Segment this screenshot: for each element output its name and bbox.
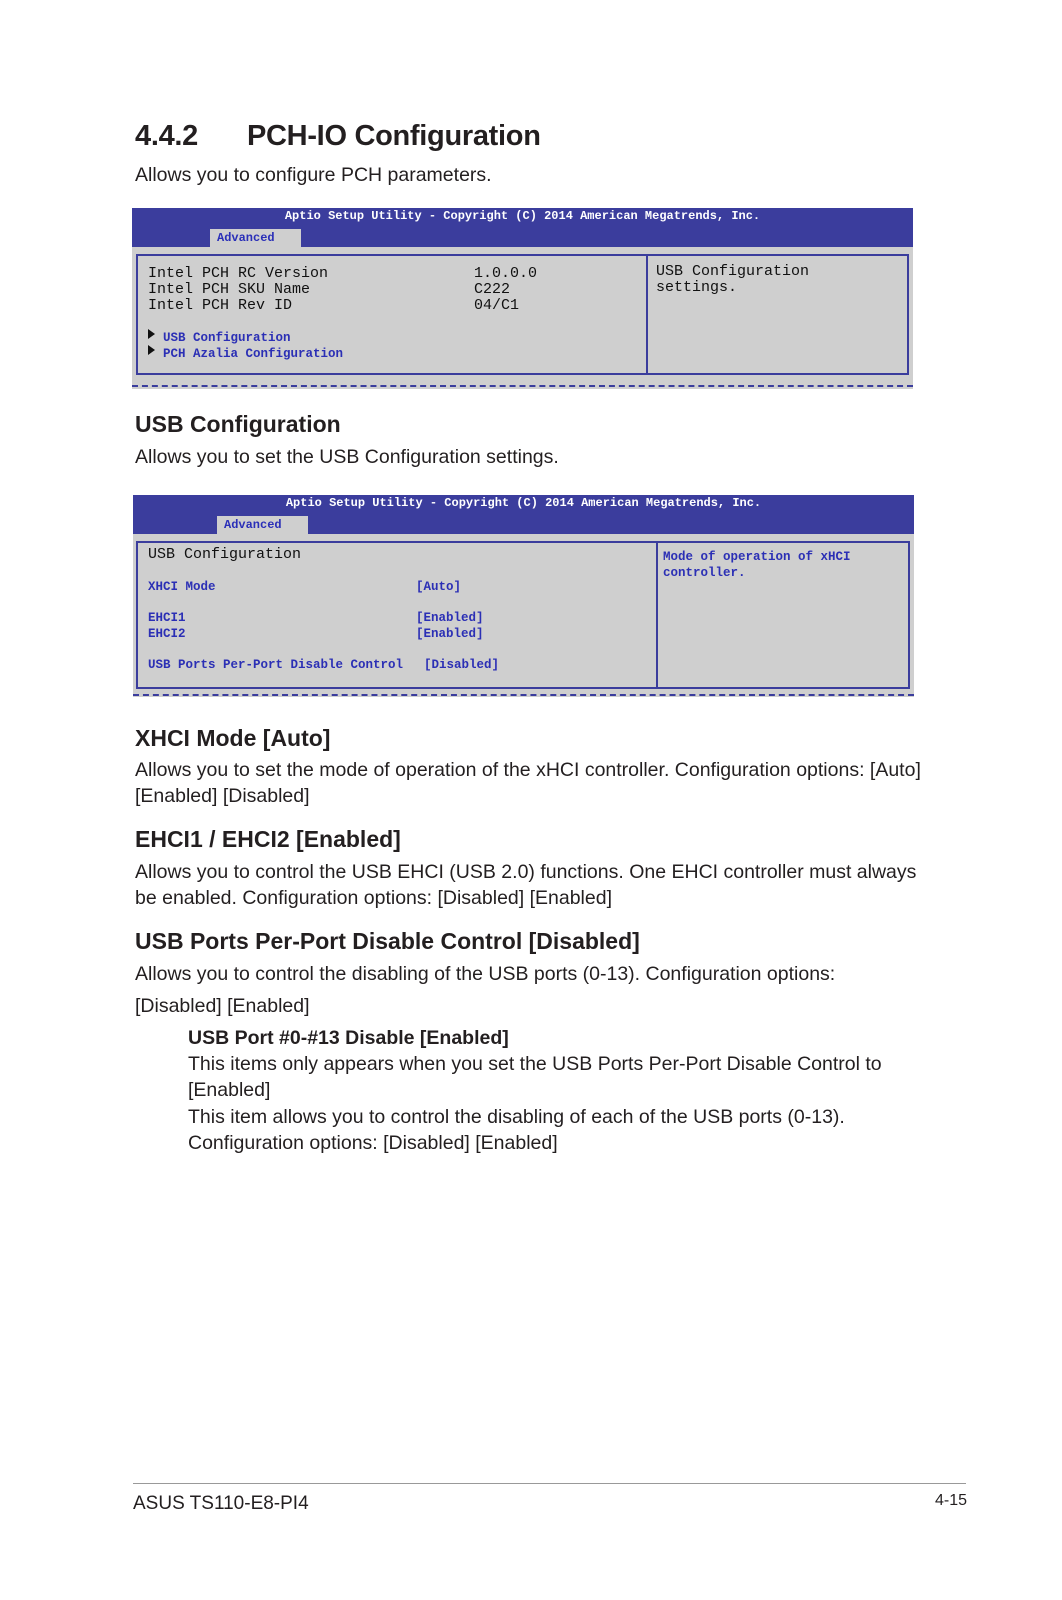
xhci-mode-value[interactable]: [Auto] — [416, 580, 462, 594]
ports-desc-line1: Allows you to control the disabling of the USB ports (0-13). Configuration options: — [135, 963, 836, 985]
cut-line — [132, 385, 913, 387]
footer-rule — [133, 1483, 966, 1484]
ports-desc-line2: [Disabled] [Enabled] — [135, 995, 310, 1017]
usb-config-heading: USB Configuration — [135, 411, 341, 437]
cut-line — [133, 694, 914, 696]
section-intro: Allows you to configure PCH parameters. — [135, 164, 492, 186]
bios-header-bar — [132, 208, 913, 247]
bios-header-bar — [133, 495, 914, 534]
ehci-desc-line1: Allows you to control the USB EHCI (USB 2.0) functions. One EHCI controller must always — [135, 861, 917, 883]
row-rc-version-label: Intel PCH RC Version — [148, 265, 329, 282]
tab-advanced[interactable]: Advanced — [210, 229, 301, 247]
submenu-usb-configuration[interactable]: USB Configuration — [163, 331, 291, 345]
port-disable-line4: Configuration options: [Disabled] [Enabled] — [188, 1132, 558, 1154]
bios-screen-pch-io — [132, 208, 913, 389]
section-title: PCH-IO Configuration — [247, 120, 541, 152]
row-rev-label: Intel PCH Rev ID — [148, 297, 293, 314]
panel-title: USB Configuration — [148, 546, 302, 563]
bios-screen-usb-configuration — [133, 495, 914, 697]
footer-page-number: 4-15 — [934, 1492, 967, 1509]
usb-config-intro: Allows you to set the USB Configuration settings. — [135, 446, 559, 468]
ports-heading: USB Ports Per-Port Disable Control [Disabled] — [135, 928, 640, 954]
bios-header-title: Aptio Setup Utility - Copyright (C) 2014 American Megatrends, Inc. — [284, 209, 761, 223]
pane-divider — [656, 541, 658, 689]
ehci2-value[interactable]: [Enabled] — [416, 627, 484, 641]
help-text-line2: controller. — [663, 566, 746, 580]
tab-advanced[interactable]: Advanced — [217, 516, 308, 534]
ehci-heading: EHCI1 / EHCI2 [Enabled] — [135, 826, 401, 852]
section-number: 4.4.2 — [135, 120, 198, 152]
help-text-line1: Mode of operation of xHCI — [663, 550, 851, 564]
xhci-desc-line2: [Enabled] [Disabled] — [135, 785, 310, 807]
pane-divider — [646, 254, 648, 375]
usb-ports-disable-value[interactable]: [Disabled] — [424, 658, 500, 672]
submenu-arrow-icon — [148, 345, 155, 355]
port-disable-heading: USB Port #0-#13 Disable [Enabled] — [188, 1027, 509, 1049]
page-title — [135, 120, 541, 153]
port-disable-line2: [Enabled] — [188, 1079, 271, 1101]
usb-ports-disable-label[interactable]: USB Ports Per-Port Disable Control — [148, 658, 404, 672]
submenu-pch-azalia-configuration[interactable]: PCH Azalia Configuration — [163, 347, 344, 361]
submenu-arrow-icon — [148, 329, 155, 339]
help-text-line1: USB Configuration — [656, 263, 810, 280]
xhci-mode-label[interactable]: XHCI Mode — [148, 580, 216, 594]
bios-header-title: Aptio Setup Utility - Copyright (C) 2014 American Megatrends, Inc. — [285, 496, 762, 510]
row-rev-value: 04/C1 — [474, 297, 520, 314]
row-sku-value: C222 — [474, 281, 511, 298]
ehci1-value[interactable]: [Enabled] — [416, 611, 484, 625]
ehci2-label[interactable]: EHCI2 — [148, 627, 186, 641]
port-disable-line1: This items only appears when you set the USB Ports Per-Port Disable Control to — [188, 1053, 882, 1075]
port-disable-line3: This item allows you to control the disabling of each of the USB ports (0-13). — [188, 1106, 845, 1128]
help-text-line2: settings. — [656, 279, 738, 296]
footer-product: ASUS TS110-E8-PI4 — [133, 1493, 309, 1514]
ehci1-label[interactable]: EHCI1 — [148, 611, 186, 625]
xhci-heading: XHCI Mode [Auto] — [135, 725, 331, 751]
xhci-desc-line1: Allows you to set the mode of operation of the xHCI controller. Configuration options: [Auto] — [135, 759, 921, 781]
ehci-desc-line2: be enabled. Configuration options: [Disabled] [Enabled] — [135, 887, 612, 909]
row-rc-version-value: 1.0.0.0 — [474, 265, 538, 282]
row-sku-label: Intel PCH SKU Name — [148, 281, 311, 298]
